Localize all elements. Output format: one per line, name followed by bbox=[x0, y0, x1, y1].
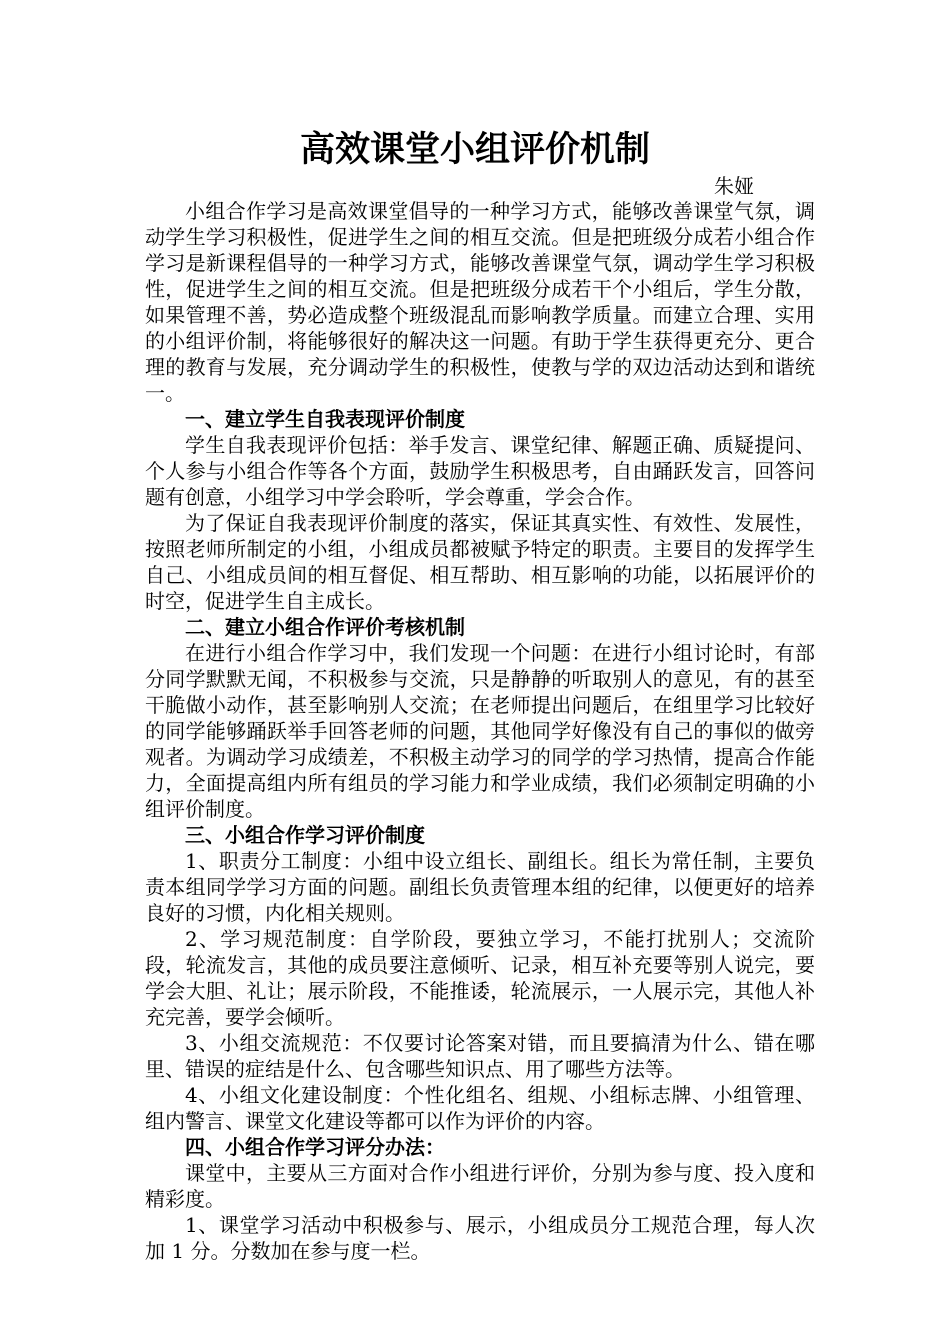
document-title: 高效课堂小组评价机制 bbox=[299, 129, 650, 170]
paragraph: 4、小组文化建设制度：个性化组名、组规、小组标志牌、小组管理、组内警言、课堂文化建设等都可以作为评价的内容。 bbox=[145, 1083, 815, 1133]
paragraph: 2、学习规范制度：自学阶段，要独立学习，不能打扰别人；交流阶段，轮流发言，其他的成员要注意倾听、记录，相互补充要等别人说完，要学会大胆、礼让；展示阶段，不能推诿，轮流展示，一人展示完，其他人补充完善，要学会倾听。 bbox=[145, 927, 815, 1029]
author-name: 朱娅 bbox=[714, 174, 754, 198]
paragraph: 学生自我表现评价包括：举手发言、课堂纪律、解题正确、质疑提问、个人参与小组合作等各个方面，鼓励学生积极思考，自由踊跃发言，回答问题有创意，小组学习中学会聆听，学会尊重，学会合作。 bbox=[145, 433, 815, 509]
paragraph: 为了保证自我表现评价制度的落实，保证其真实性、有效性、发展性，按照老师所制定的小组，小组成员都被赋予特定的职责。主要目的发挥学生自己、小组成员间的相互督促、相互帮助、相互影响的功能，以拓展评价的时空，促进学生自主成长。 bbox=[145, 511, 815, 613]
section-heading-1: 一、建立学生自我表现评价制度 bbox=[185, 407, 465, 431]
paragraph: 1、职责分工制度：小组中设立组长、副组长。组长为常任制，主要负责本组同学学习方面的问题。副组长负责管理本组的纪律，以便更好的培养良好的习惯，内化相关规则。 bbox=[145, 849, 815, 925]
paragraph: 3、小组交流规范：不仅要讨论答案对错，而且要搞清为什么、错在哪里、错误的症结是什么、包含哪些知识点、用了哪些方法等。 bbox=[145, 1031, 815, 1081]
section-heading-4: 四、小组合作学习评分办法： bbox=[185, 1135, 445, 1159]
paragraph: 在进行小组合作学习中，我们发现一个问题：在进行小组讨论时，有部分同学默默无闻，不积极参与交流，只是静静的听取别人的意见，有的甚至干脆做小动作，甚至影响别人交流；在老师提出问题后，在组里学习比较好的同学能够踊跃举手回答老师的问题，其他同学好像没有自己的事似的做旁观者。为调动学习成绩差，不积极主动学习的同学的学习热情，提高合作能力，全面提高组内所有组员的学习能力和学业成绩，我们必须制定明确的小组评价制度。 bbox=[145, 641, 815, 821]
section-heading-3: 三、小组合作学习评价制度 bbox=[185, 823, 425, 847]
section-heading-2: 二、建立小组合作评价考核机制 bbox=[185, 615, 465, 639]
document-body bbox=[145, 198, 815, 1264]
paragraph: 课堂中，主要从三方面对合作小组进行评价，分别为参与度、投入度和精彩度。 bbox=[145, 1161, 815, 1211]
intro-paragraph: 小组合作学习是高效课堂倡导的一种学习方式，能够改善课堂气氛，调动学生学习积极性，促进学生之间的相互交流。但是把班级分成若小组合作学习是新课程倡导的一种学习方式，能够改善课堂气氛，调动学生学习积极性，促进学生之间的相互交流。但是把班级分成若干个小组后，学生分散，如果管理不善，势必造成整个班级混乱而影响教学质量。而建立合理、实用的小组评价制，将能够很好的解决这一问题。有助于学生获得更充分、更合理的教育与发展，充分调动学生的积极性，使教与学的双边活动达到和谐统一。 bbox=[145, 199, 815, 405]
paragraph: 1、课堂学习活动中积极参与、展示，小组成员分工规范合理，每人次加 1 分。分数加在参与度一栏。 bbox=[145, 1213, 815, 1263]
